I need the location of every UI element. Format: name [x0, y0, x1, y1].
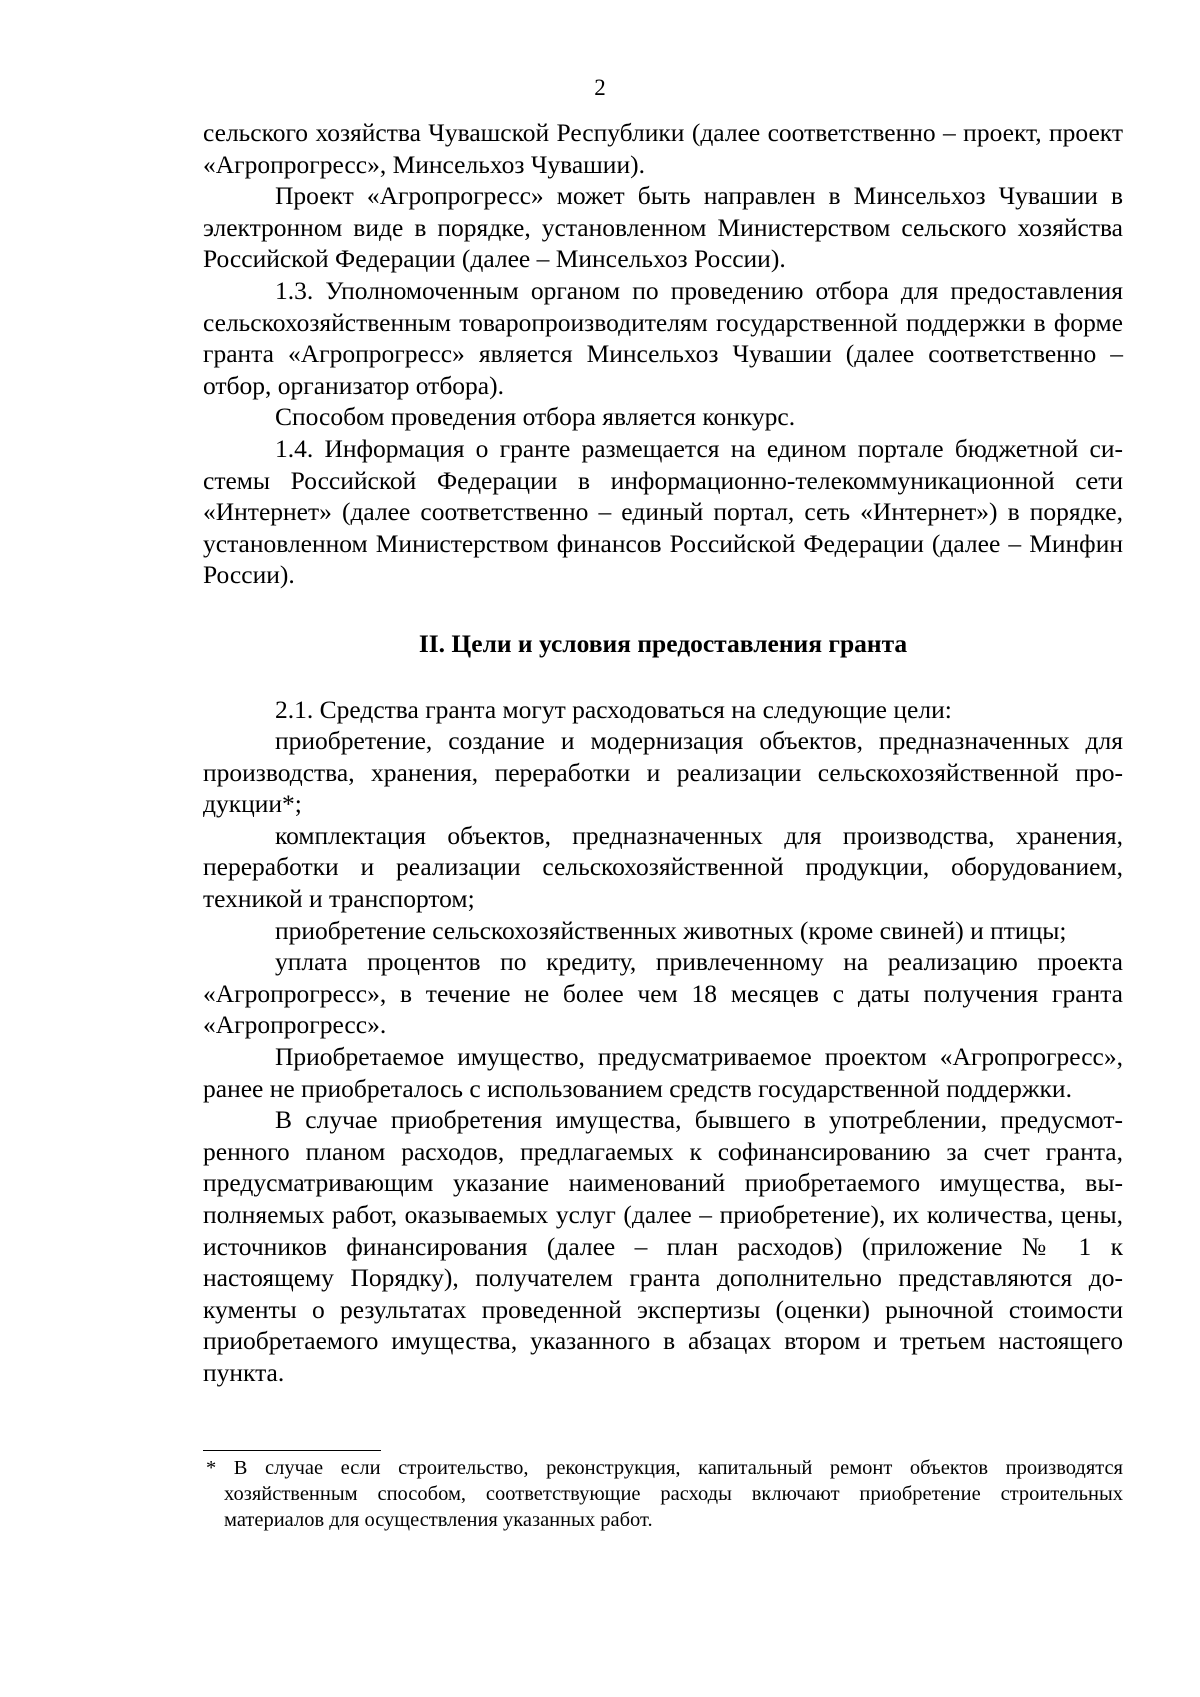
paragraph: уплата процентов по кредиту, привлеченному на реализацию проекта «Агропрогресс», в течение не более чем 18 месяцев с даты получения гранта «Агропрогресс».: [203, 947, 1123, 1040]
page-number: 2: [594, 75, 606, 100]
document-body: [203, 117, 1123, 1389]
footnote: * В случае если строительство, реконструкция, капитальный ремонт объектов производятся хозяйственным способом, соответствующие расходы включают приобретение строительных материалов для осуществления указанных работ.: [206, 1457, 1123, 1531]
paragraph: 1.3. Уполномоченным органом по проведению отбора для предоставления сельскохозяйственным товаропроизводителям государственной поддержки в форме гранта «Агропрогресс» является Минсельхоз Чувашии (далее соответственно – отбор, организатор отбора).: [203, 275, 1123, 400]
paragraph: В случае приобретения имущества, бывшего в употреблении, предусмотренного планом расходов, предлагаемых к софинансированию за счет гранта, предусматривающим указание наименований приобретаемого имущества, выполняемых работ, оказываемых услуг (далее – приобретение), их количества, цены, источников финансирования (далее – план расходов) (приложение № 1 к настоящему Порядку), получателем гранта дополнительно представляются документы о результатах проведенной экспертизы (оценки) рыночной стоимости приобретаемого имущества, указанного в абзацах втором и третьем настоящего пункта.: [203, 1105, 1123, 1387]
paragraph: Проект «Агропрогресс» может быть направлен в Минсельхоз Чувашии в электронном виде в порядке, установленном Министерством сельского хозяйства Российской Федерации (далее – Минсельхоз России).: [203, 181, 1123, 274]
paragraph: приобретение сельскохозяйственных животных (кроме свиней) и птицы;: [275, 915, 1067, 945]
paragraph: Способом проведения отбора является конкурс.: [275, 402, 796, 432]
paragraph: приобретение, создание и модернизация объектов, предназначенных для производства, хранения, переработки и реализации сельскохозяйственной продукции*;: [203, 726, 1123, 819]
section-heading: II. Цели и условия предоставления гранта: [418, 628, 908, 658]
paragraph: 1.4. Информация о гранте размещается на едином портале бюджетной системы Российской Федерации в информационно-телекоммуникационной сети «Интернет» (далее соответственно – единый портал, сеть «Интернет») в порядке, установленном Министерством финансов Российской Федерации (далее – Минфин России).: [203, 433, 1123, 590]
footnote-separator: [203, 1450, 381, 1451]
paragraph: 2.1. Средства гранта могут расходоваться на следующие цели:: [275, 694, 952, 724]
paragraph: сельского хозяйства Чувашской Республики (далее соответственно – проект, проект «Агропрогресс», Минсельхоз Чувашии).: [203, 118, 1123, 179]
paragraph: комплектация объектов, предназначенных для производства, хранения, переработки и реализации сельскохозяйственной продукции, оборудованием, техникой и транспортом;: [203, 820, 1123, 914]
paragraph: Приобретаемое имущество, предусматриваемое проектом «Агропрогресс», ранее не приобреталось с использованием средств государственной поддержки.: [203, 1042, 1123, 1103]
